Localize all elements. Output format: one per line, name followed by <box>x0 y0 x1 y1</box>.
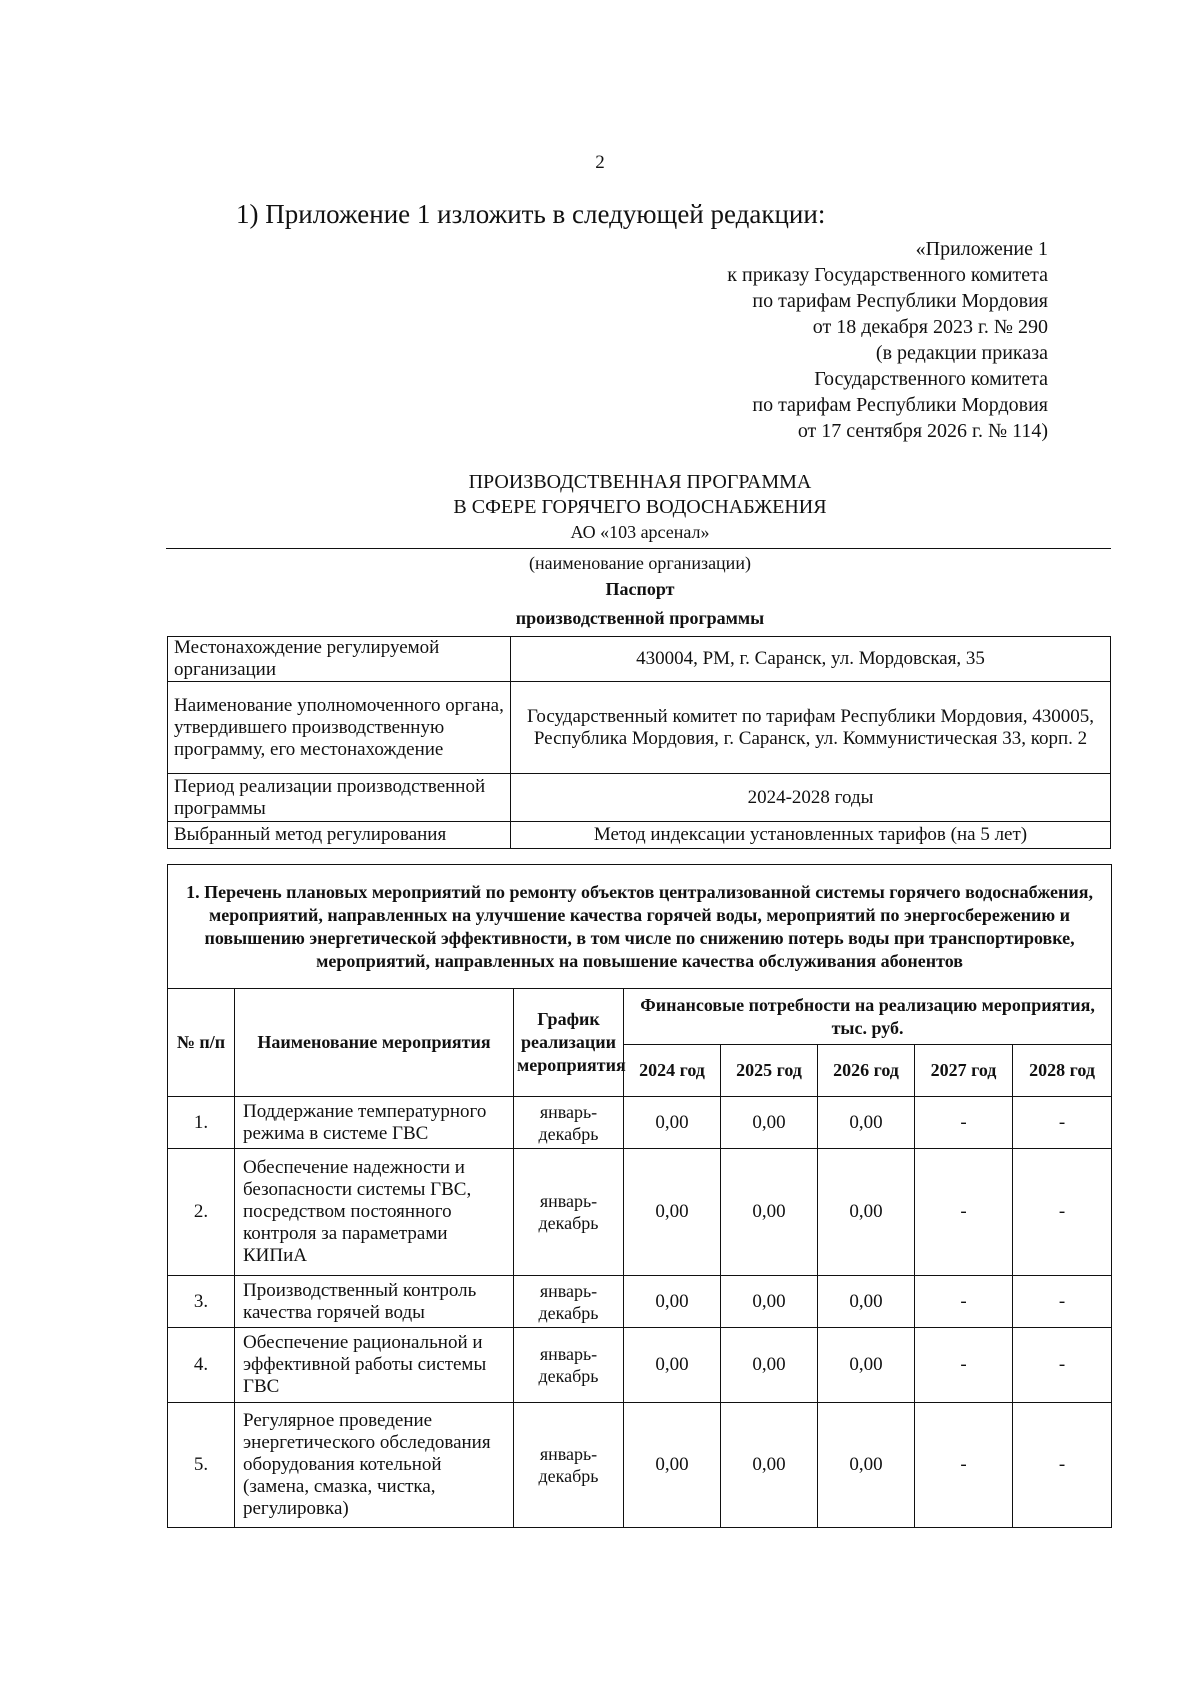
table-row <box>168 1403 1112 1528</box>
row-value: 0,00 <box>721 1149 818 1276</box>
measures-caption-row <box>168 865 1112 989</box>
row-name: Поддержание температурного режима в системе ГВС <box>235 1097 514 1149</box>
row-value: 0,00 <box>818 1149 915 1276</box>
organization-underline <box>166 548 1111 549</box>
row-name: Обеспечение надежности и безопасности системы ГВС, посредством постоянного контроля за параметрами КИПиА <box>235 1149 514 1276</box>
row-value: 0,00 <box>721 1328 818 1403</box>
row-num: 4. <box>168 1328 235 1403</box>
passport-label: Наименование уполномоченного органа, утвердившего производственную программу, его местонахождение <box>168 682 511 774</box>
row-value: - <box>915 1097 1013 1149</box>
passport-row <box>168 682 1111 774</box>
passport-label: Местонахождение регулируемой организации <box>168 637 511 682</box>
row-value: 0,00 <box>721 1097 818 1149</box>
header-finance: Финансовые потребности на реализацию мероприятия, тыс. руб. <box>624 989 1112 1045</box>
passport-value: 2024-2028 годы <box>511 774 1111 822</box>
row-value: - <box>915 1276 1013 1328</box>
header-row <box>168 989 1112 1045</box>
row-value: - <box>1013 1097 1112 1149</box>
passport-subtitle: производственной программы <box>515 608 765 628</box>
row-value: 0,00 <box>624 1403 721 1528</box>
row-value: 0,00 <box>624 1276 721 1328</box>
row-value: 0,00 <box>624 1328 721 1403</box>
program-heading <box>0 470 1200 545</box>
row-value: 0,00 <box>624 1149 721 1276</box>
appendix-line: по тарифам Республики Мордовия <box>752 290 1048 312</box>
page-number: 2 <box>595 152 605 173</box>
row-name: Обеспечение рациональной и эффективной работы системы ГВС <box>235 1328 514 1403</box>
appendix-line: от 17 сентября 2026 г. № 114) <box>797 420 1048 442</box>
passport-value: Метод индексации установленных тарифов (на 5 лет) <box>511 822 1111 849</box>
header-year: 2024 год <box>624 1045 721 1097</box>
table-row <box>168 1276 1112 1328</box>
header-year: 2025 год <box>721 1045 818 1097</box>
header-name: Наименование мероприятия <box>235 989 514 1097</box>
row-value: - <box>1013 1403 1112 1528</box>
row-value: 0,00 <box>818 1403 915 1528</box>
header-year: 2027 год <box>915 1045 1013 1097</box>
row-value: 0,00 <box>818 1097 915 1149</box>
appendix-line: по тарифам Республики Мордовия <box>752 394 1048 416</box>
organization-caption: (наименование организации) <box>529 553 751 573</box>
row-num: 3. <box>168 1276 235 1328</box>
row-num: 2. <box>168 1149 235 1276</box>
row-value: - <box>1013 1149 1112 1276</box>
row-schedule: январь-декабрь <box>514 1149 624 1276</box>
row-value: 0,00 <box>721 1403 818 1528</box>
appendix-line: к приказу Государственного комитета <box>727 264 1048 286</box>
table-row <box>168 1328 1112 1403</box>
header-year: 2028 год <box>1013 1045 1112 1097</box>
row-schedule: январь-декабрь <box>514 1328 624 1403</box>
organization-name: АО «103 арсенал» <box>570 522 710 542</box>
row-value: - <box>915 1403 1013 1528</box>
passport-label: Период реализации производственной программы <box>168 774 511 822</box>
row-value: - <box>1013 1328 1112 1403</box>
passport-row <box>168 637 1111 682</box>
row-value: - <box>915 1149 1013 1276</box>
passport-row <box>168 822 1111 849</box>
table-row <box>168 1149 1112 1276</box>
appendix-reference <box>727 236 1048 444</box>
row-num: 1. <box>168 1097 235 1149</box>
appendix-line: Государственного комитета <box>814 368 1048 390</box>
passport-value: Государственный комитет по тарифам Республики Мордовия, 430005, Республика Мордовия, г. Саранск, ул. Коммунистическая 33, корп. 2 <box>511 682 1111 774</box>
passport-row <box>168 774 1111 822</box>
row-num: 5. <box>168 1403 235 1528</box>
row-value: - <box>1013 1276 1112 1328</box>
appendix-line: от 18 декабря 2023 г. № 290 <box>812 316 1048 338</box>
row-name: Регулярное проведение энергетического обследования оборудования котельной (замена, смазка, чистка, регулировка) <box>235 1403 514 1528</box>
measures-section-title: 1. Перечень плановых мероприятий по ремонту объектов централизованной системы горячего водоснабжения, мероприятий, направленных на улучшение качества горячей воды, мероприятий по энергосбережению и повышению энергетической эффективности, в том числе по снижению потерь воды при транспортировке, мероприятий, направленных на повышение качества обслуживания абонентов <box>168 865 1112 989</box>
instruction-line: 1) Приложение 1 изложить в следующей редакции: <box>236 199 826 229</box>
row-value: 0,00 <box>818 1276 915 1328</box>
header-year: 2026 год <box>818 1045 915 1097</box>
measures-table <box>167 864 1112 1528</box>
row-value: - <box>915 1328 1013 1403</box>
row-value: 0,00 <box>721 1276 818 1328</box>
passport-title: Паспорт <box>605 579 675 599</box>
table-row <box>168 1097 1112 1149</box>
header-num: № п/п <box>168 989 235 1097</box>
row-value: 0,00 <box>624 1097 721 1149</box>
passport-table <box>167 636 1111 849</box>
passport-label: Выбранный метод регулирования <box>168 822 511 849</box>
header-schedule: График реализации мероприятия <box>514 989 624 1097</box>
heading-line-1: ПРОИЗВОДСТВЕННАЯ ПРОГРАММА <box>468 471 812 493</box>
appendix-line: «Приложение 1 <box>915 238 1048 260</box>
row-schedule: январь-декабрь <box>514 1403 624 1528</box>
row-schedule: январь-декабрь <box>514 1276 624 1328</box>
row-value: 0,00 <box>818 1328 915 1403</box>
row-schedule: январь-декабрь <box>514 1097 624 1149</box>
passport-value: 430004, РМ, г. Саранск, ул. Мордовская, 35 <box>511 637 1111 682</box>
appendix-line: (в редакции приказа <box>875 342 1048 364</box>
heading-line-2: В СФЕРЕ ГОРЯЧЕГО ВОДОСНАБЖЕНИЯ <box>453 496 827 518</box>
row-name: Производственный контроль качества горячей воды <box>235 1276 514 1328</box>
